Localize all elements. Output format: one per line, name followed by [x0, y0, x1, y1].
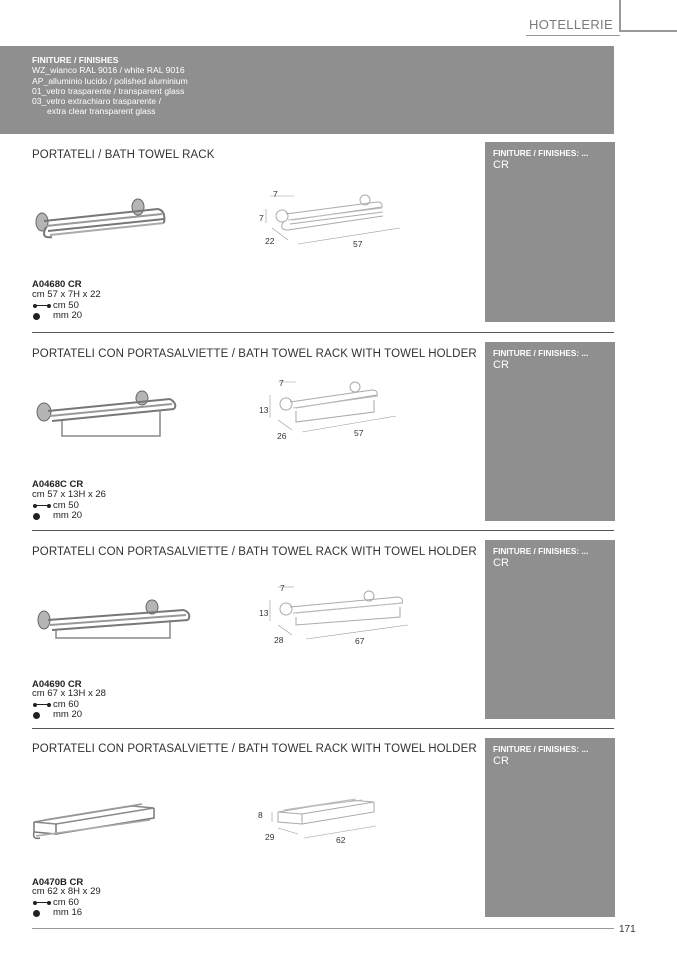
finishes-panel-label: FINITURE / FINISHES: ... — [493, 744, 589, 754]
spacing-value: cm 60 — [53, 896, 79, 908]
tube-diameter-icon — [33, 513, 40, 520]
product-size: cm 62 x 8H x 29 — [32, 886, 101, 897]
dim-height: 7 — [259, 213, 264, 223]
finish-line: WZ_wianco RAL 9016 / white RAL 9016 — [32, 65, 185, 76]
finishes-legend-title: FINITURE / FINISHES — [32, 55, 119, 65]
product-dimensions — [32, 290, 101, 322]
diameter-value: mm 20 — [53, 709, 83, 720]
spacing-value: cm 50 — [53, 299, 79, 311]
dim-top: 7 — [280, 583, 285, 593]
dim-height: 13 — [259, 608, 269, 618]
dim-length: 67 — [355, 636, 365, 646]
dim-length: 57 — [354, 428, 364, 438]
tube-diameter-icon — [33, 910, 40, 917]
dim-length: 57 — [353, 239, 363, 249]
spacing-value: cm 50 — [53, 499, 79, 511]
tube-diameter-icon — [33, 712, 40, 719]
product-size: cm 57 x 13H x 26 — [32, 489, 106, 500]
wall-spacing-icon — [32, 900, 52, 906]
footer-rule — [32, 928, 614, 929]
finish-line-continued: extra clear transparent glass — [47, 106, 156, 117]
section-tab-rule — [526, 35, 620, 36]
wall-spacing-icon — [32, 303, 52, 309]
diameter-value: mm 20 — [53, 310, 83, 321]
finishes-panel-label: FINITURE / FINISHES: ... — [493, 348, 589, 358]
finishes-legend — [0, 46, 614, 134]
product-code: A04680 CR — [32, 279, 82, 290]
spacing-value: cm 60 — [53, 698, 79, 710]
section-divider — [32, 530, 614, 531]
finishes-panel — [485, 540, 615, 719]
product-code: A04690 CR — [32, 679, 82, 690]
dim-depth: 26 — [277, 431, 287, 441]
finish-code: CR — [493, 557, 509, 569]
diameter-row — [32, 511, 106, 522]
finish-line: 01_vetro trasparente / transparent glass — [32, 85, 185, 96]
technical-drawing — [268, 585, 413, 647]
finishes-panel — [485, 142, 615, 322]
finish-line: 03_vetro extrachiaro trasparente / — [32, 96, 161, 107]
finish-code: CR — [493, 755, 509, 767]
tube-diameter-icon — [33, 313, 40, 320]
technical-drawing — [262, 194, 407, 249]
finish-code: CR — [493, 159, 509, 171]
product-title: PORTATELI CON PORTASALVIETTE / BATH TOWEL RACK WITH TOWEL HOLDER — [32, 546, 477, 558]
finishes-panel — [485, 342, 615, 521]
product-photo — [30, 197, 175, 247]
section-title: HOTELLERIE — [529, 17, 613, 32]
finish-code: CR — [493, 359, 509, 371]
wall-spacing-icon — [32, 503, 52, 509]
dim-depth: 28 — [274, 635, 284, 645]
product-dimensions — [32, 887, 101, 919]
section-divider — [32, 332, 614, 333]
product-code: A0468C CR — [32, 479, 84, 490]
finishes-panel-label: FINITURE / FINISHES: ... — [493, 148, 589, 158]
product-photo — [32, 800, 160, 845]
dim-top: 7 — [279, 378, 284, 388]
dim-depth: 29 — [265, 832, 275, 842]
section-tab-frame — [619, 0, 677, 32]
product-dimensions — [32, 689, 106, 721]
section-divider — [32, 728, 614, 729]
diameter-value: mm 16 — [53, 907, 83, 918]
product-title: PORTATELI CON PORTASALVIETTE / BATH TOWEL RACK WITH TOWEL HOLDER — [32, 348, 477, 360]
product-size: cm 67 x 13H x 28 — [32, 688, 106, 699]
dim-top: 7 — [273, 189, 278, 199]
diameter-row — [32, 908, 101, 919]
diameter-row — [32, 710, 106, 721]
technical-drawing — [270, 796, 382, 848]
product-dimensions — [32, 490, 106, 522]
product-size: cm 57 x 7H x 22 — [32, 289, 101, 300]
dim-length: 62 — [336, 835, 346, 845]
product-title: PORTATELI / BATH TOWEL RACK — [32, 149, 215, 161]
finishes-panel-label: FINITURE / FINISHES: ... — [493, 546, 589, 556]
dim-height: 8 — [258, 810, 263, 820]
technical-drawing — [268, 380, 403, 440]
product-photo — [30, 392, 178, 444]
page-number: 171 — [619, 924, 636, 935]
finishes-panel — [485, 738, 615, 917]
product-title: PORTATELI CON PORTASALVIETTE / BATH TOWEL RACK WITH TOWEL HOLDER — [32, 743, 477, 755]
dim-depth: 22 — [265, 236, 275, 246]
dim-height: 13 — [259, 405, 269, 415]
product-code: A0470B CR — [32, 877, 84, 888]
finish-line: AP_alluminio lucido / polished aluminium — [32, 75, 188, 86]
wall-spacing-icon — [32, 702, 52, 708]
product-photo — [34, 600, 194, 645]
diameter-row — [32, 311, 101, 322]
diameter-value: mm 20 — [53, 510, 83, 521]
